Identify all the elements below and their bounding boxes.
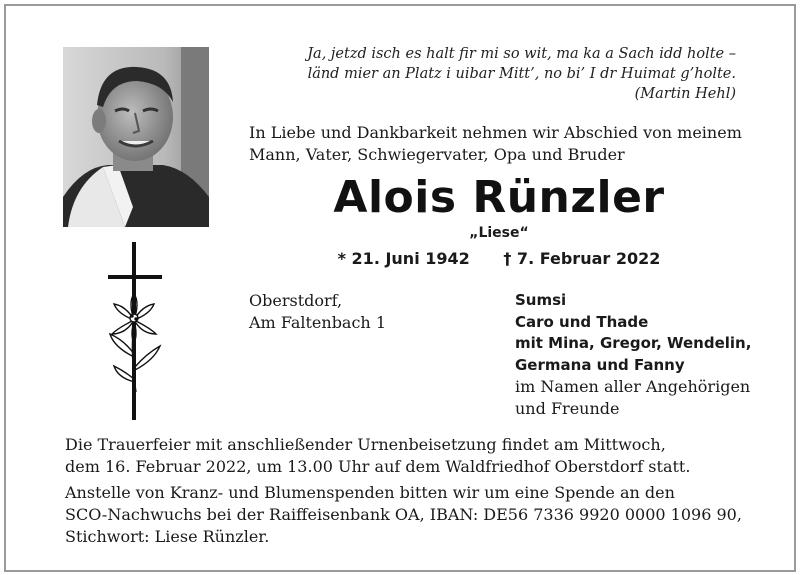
family-line-2: Caro und Thade xyxy=(515,312,649,331)
donation-text xyxy=(65,482,765,548)
intro-text xyxy=(249,122,759,166)
address-line-2: Am Faltenbach 1 xyxy=(249,313,386,332)
deceased-nickname: „Liese“ xyxy=(469,225,529,241)
family-block xyxy=(515,290,775,419)
family-line-4: Germana und Fanny xyxy=(515,355,685,374)
quote-line-1: Ja, jetzd isch es halt fir mi so wit, ma ka a Sach idd holte – xyxy=(307,46,736,62)
cross-icon xyxy=(104,242,168,422)
deceased-name: Alois Rünzler xyxy=(333,172,665,223)
family-line-5: im Namen aller Angehörigen xyxy=(515,377,751,396)
ceremony-text xyxy=(65,434,765,478)
ceremony-line-2: dem 16. Februar 2022, um 13.00 Uhr auf dem Waldfriedhof Oberstdorf statt. xyxy=(65,457,691,476)
cross-emblem xyxy=(104,242,168,422)
portrait-photo xyxy=(63,47,209,227)
family-line-6: und Freunde xyxy=(515,398,620,418)
family-line-1: Sumsi xyxy=(515,291,567,309)
ceremony-line-1: Die Trauerfeier mit anschließender Urnenbeisetzung findet am Mittwoch, xyxy=(65,435,666,454)
address-block xyxy=(249,290,469,334)
family-line-3: mit Mina, Gregor, Wendelin, xyxy=(515,334,752,352)
birth-date: * 21. Juni 1942 xyxy=(337,249,470,268)
death-date: † 7. Februar 2022 xyxy=(503,249,661,268)
life-dates xyxy=(249,249,749,268)
donation-line-3: Stichwort: Liese Rünzler. xyxy=(65,527,270,546)
intro-line-1: In Liebe und Dankbarkeit nehmen wir Abschied von meinem xyxy=(249,123,742,142)
obituary-frame xyxy=(4,4,796,572)
donation-line-2: SCO-Nachwuchs bei der Raiffeisenbank OA, IBAN: DE56 7336 9920 0000 1096 90, xyxy=(65,505,742,524)
address-line-1: Oberstdorf, xyxy=(249,291,343,310)
intro-line-2: Mann, Vater, Schwiegervater, Opa und Bruder xyxy=(249,145,625,164)
quote-block xyxy=(256,44,736,104)
quote-author: (Martin Hehl) xyxy=(634,86,736,102)
quote-line-2: länd mier an Platz i uibar Mitt’, no bi’ I dr Huimat g’holte. xyxy=(307,66,736,82)
donation-line-1: Anstelle von Kranz- und Blumenspenden bitten wir um eine Spende an den xyxy=(65,483,675,502)
